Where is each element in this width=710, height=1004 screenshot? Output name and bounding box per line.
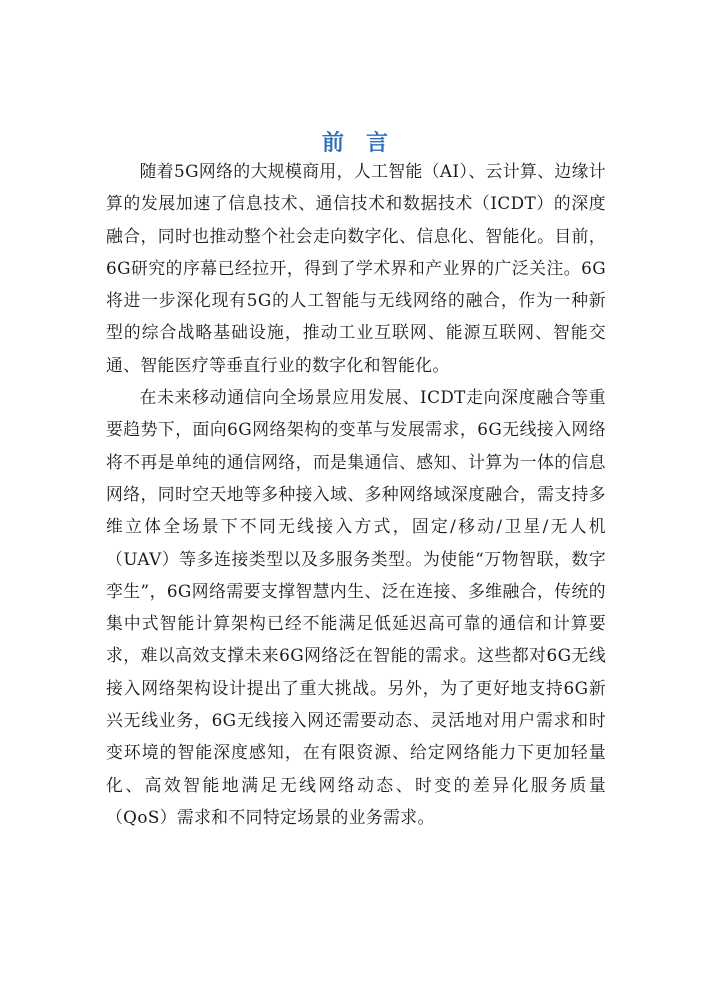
page-title: 前言 <box>321 131 410 156</box>
document-body <box>106 155 606 833</box>
paragraph-2: 在未来移动通信向全场景应用发展、ICDT走向深度融合等重要趋势下，面向6G网络架构的变革与发展需求，6G无线接入网络将不再是单纯的通信网络，而是集通信、感知、计算为一体的信息网络，同时空天地等多种接入域、多种网络域深度融合，需支持多维立体全场景下不同无线接入方式，固定/移动/卫星/无人机（UAV）等多连接类型以及多服务类型。为使能“万物智联，数字孪生”，6G网络需要支撑智慧内生、泛在连接、多维融合，传统的集中式智能计算架构已经不能满足低延迟高可靠的通信和计算要求，难以高效支撑未来6G网络泛在智能的需求。这些都对6G无线接入网络架构设计提出了重大挑战。另外，为了更好地支持6G新兴无线业务，6G无线接入网还需要动态、灵活地对用户需求和时变环境的智能深度感知，在有限资源、给定网络能力下更加轻量化、高效智能地满足无线网络动态、时变的差异化服务质量（QoS）需求和不同特定场景的业务需求。 <box>106 387 606 827</box>
paragraph-1: 随着5G网络的大规模商用，人工智能（AI）、云计算、边缘计算的发展加速了信息技术、通信技术和数据技术（ICDT）的深度融合，同时也推动整个社会走向数字化、信息化、智能化。目前，6G研究的序幕已经拉开，得到了学术界和产业界的广泛关注。6G将进一步深化现有5G的人工智能与无线网络的融合，作为一种新型的综合战略基础设施，推动工业互联网、能源互联网、智能交通、智能医疗等垂直行业的数字化和智能化。 <box>106 161 606 375</box>
